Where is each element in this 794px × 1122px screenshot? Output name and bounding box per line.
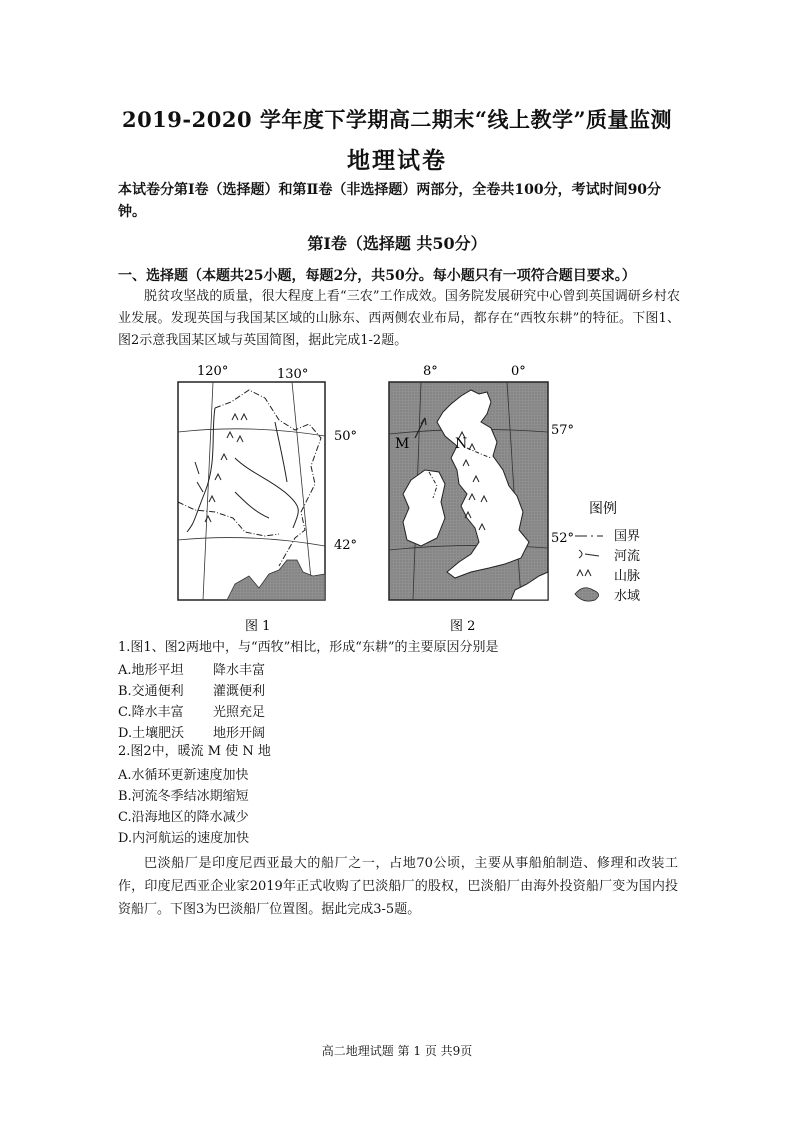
question-1-option-c: C.降水丰富 光照充足 bbox=[118, 705, 266, 720]
figure-2-map bbox=[389, 364, 574, 634]
question-1-option-a: A.地形平坦 降水丰富 bbox=[118, 663, 266, 678]
passage-2: 巴淡船厂是印度尼西亚最大的船厂之一，占地70公顷，主要从事船舶制造、修理和改装工作，印度尼西亚企业家2019年正式收购了巴淡船厂的股权，巴淡船厂由海外投资船厂变为国内投资船厂。下图3为巴淡船厂位置图。据此完成3-5题。 bbox=[118, 856, 678, 917]
legend-label-border: 国界 bbox=[614, 529, 641, 544]
fig1-lat-label-2: 42° bbox=[334, 538, 358, 553]
fig2-lon-label-1: 8° bbox=[423, 364, 438, 379]
section-title: 第Ⅰ卷（选择题 共50分） bbox=[307, 234, 487, 253]
figure-1-map bbox=[178, 364, 357, 634]
exam-subtitle: 地理试卷 bbox=[347, 147, 447, 174]
fig2-lat-label-2: 52° bbox=[551, 531, 575, 546]
page-footer: 高二地理试题 第 1 页 共9页 bbox=[321, 1044, 473, 1058]
question-1-stem: 1.图1、图2两地中，与“西牧”相比，形成“东耕”的主要原因分别是 bbox=[118, 640, 499, 655]
passage-1: 脱贫攻坚战的质量，很大程度上看“三农”工作成效。国务院发展研究中心曾到英国调研乡村农业发展。发现英国与我国某区域的山脉东、西两侧农业布局，都存在“西牧东耕”的特征。下图1、图2示意我国某区域与英国简图，据此完成1-2题。 bbox=[118, 289, 680, 348]
fig2-point-m: M bbox=[395, 436, 410, 452]
figure-maps bbox=[175, 362, 655, 637]
question-2-stem: 2.图2中，暖流 M 使 N 地 bbox=[118, 744, 271, 759]
river-icon bbox=[579, 550, 599, 558]
fig2-lat-label-1: 57° bbox=[551, 423, 575, 438]
question-1-option-d: D.土壤肥沃 地形开阔 bbox=[118, 726, 266, 741]
question-header: 一、选择题（本题共25小题，每题2分，共50分。每小题只有一项符合题目要求。） bbox=[118, 268, 636, 284]
figure-2-caption: 图 2 bbox=[450, 619, 476, 634]
exam-intro: 本试卷分第Ⅰ卷（选择题）和第Ⅱ卷（非选择题）两部分，全卷共100分，考试时间90分钟。 bbox=[118, 182, 662, 220]
legend-title: 图例 bbox=[589, 501, 617, 517]
question-2-option-b: B.河流冬季结冰期缩短 bbox=[118, 789, 249, 804]
fig2-point-n: N bbox=[455, 436, 468, 452]
question-2-option-c: C.沿海地区的降水减少 bbox=[118, 810, 249, 825]
legend-label-river: 河流 bbox=[614, 549, 641, 564]
fig1-lat-label-1: 50° bbox=[334, 429, 358, 444]
legend-label-mountain: 山脉 bbox=[614, 569, 641, 584]
exam-title: 2019-2020 学年度下学期高二期末“线上教学”质量监测 bbox=[121, 107, 673, 132]
map-legend bbox=[575, 501, 640, 604]
fig2-lon-label-2: 0° bbox=[511, 364, 526, 379]
mountain-icon bbox=[577, 570, 591, 576]
legend-label-water: 水域 bbox=[614, 589, 641, 604]
figure-1-caption: 图 1 bbox=[245, 619, 271, 634]
fig1-lon-label-2: 130° bbox=[277, 367, 309, 382]
question-1-option-b: B.交通便利 灌溉便利 bbox=[118, 684, 266, 699]
question-2-option-a: A.水循环更新速度加快 bbox=[118, 768, 249, 783]
question-2-option-d: D.内河航运的速度加快 bbox=[118, 831, 250, 846]
water-icon bbox=[575, 588, 599, 601]
fig1-lon-label-1: 120° bbox=[197, 364, 229, 379]
